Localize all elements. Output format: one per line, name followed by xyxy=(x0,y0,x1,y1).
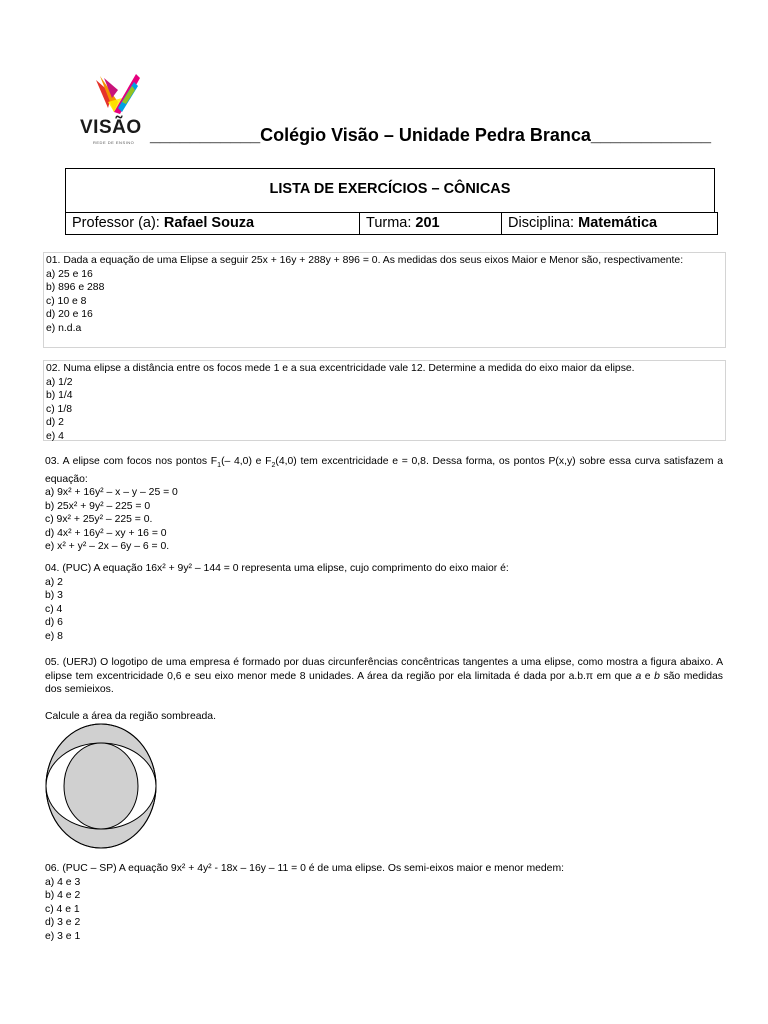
question-4-text: 04. (PUC) A equação 16x² + 9y² – 144 = 0 representa uma elipse, cujo comprimento do eixo maior é: xyxy=(45,563,509,574)
professor-label: Professor (a): xyxy=(72,215,160,231)
question-3-option-a: a) 9x² + 16y² – x – y – 25 = 0 xyxy=(45,487,178,499)
question-3-option-e: e) x² + y² – 2x – 6y – 6 = 0. xyxy=(45,541,170,553)
question-4-option-e: e) 8 xyxy=(45,630,63,642)
question-2-option-a: a) 1/2 xyxy=(46,376,73,388)
question-3: 03. A elipse com focos nos pontos $F_1(-$ 4,0) e $F_2(4,0)$ tem excentricidade e = 0,8. Dessa forma, os pontos P(x,y) sobre essa curva satisfazem a equação: a) 9x² + 16y² – x – y – 25 = 0 b) 25x² + 9y² – 225 = 0 c) 9x² + 25y² – 225 = 0. d) 4x² + 16y² – xy + 16 = 0 e) x² + y² – 2x – 6y – 6 = 0. xyxy=(45,456,723,553)
question-1-text: 01. Dada a equação de uma Elipse a seguir 25x + 16y + 288y + 896 = 0. As medidas dos seus eixos Maior e Menor são, respectivamente: xyxy=(46,255,684,266)
question-2-option-e: e) 4 xyxy=(46,430,64,442)
concentric-ellipse-figure xyxy=(44,722,158,855)
question-4-option-d: d) 6 xyxy=(45,617,63,628)
question-4-option-a: a) 2 xyxy=(45,576,63,588)
question-5-text-end: são medidas dos semieixos. xyxy=(45,670,723,695)
question-2-option-d: d) 2 xyxy=(46,417,64,428)
turma-label: Turma: xyxy=(366,215,412,231)
turma-cell xyxy=(360,213,502,234)
list-header-box xyxy=(65,168,715,213)
question-6-option-a: a) 4 e 3 xyxy=(45,876,81,888)
question-6-text: 06. (PUC – SP) A equação 9x² + 4y² - 18x – 16y – 11 = 0 é de uma elipse. Os semi-eixos maior e menor medem: xyxy=(45,863,565,874)
turma-value: 201 xyxy=(415,215,440,231)
professor-cell xyxy=(66,213,360,234)
question-1-option-b: b) 896 e 288 xyxy=(46,282,105,293)
question-3-option-b: b) 25x² + 9y² – 225 = 0 xyxy=(45,500,151,512)
question-4-option-b: b) 3 xyxy=(45,590,63,601)
professor-value: Rafael Souza xyxy=(163,215,255,231)
question-3-option-d: d) 4x² + 16y² – xy + 16 = 0 xyxy=(45,527,167,539)
question-6-option-e: e) 3 e 1 xyxy=(45,930,81,942)
question-5 xyxy=(45,656,723,697)
question-5-text-e: e xyxy=(641,670,655,682)
question-4 xyxy=(45,562,723,643)
question-2-text: 02. Numa elipse a distância entre os focos mede 1 e a sua excentricidade vale 12. Determine a medida do eixo maior da elipse. xyxy=(46,363,635,374)
disciplina-label: Disciplina: xyxy=(508,215,575,231)
question-3-text-b: (– 4,0) e F xyxy=(221,456,272,467)
question-6 xyxy=(45,862,723,943)
question-3-text-a: 03. A elipse com focos nos pontos F xyxy=(45,456,218,467)
question-2-option-b: b) 1/4 xyxy=(46,390,73,401)
question-3-text-c: (4,0) tem excentricidade e = 0,8. Dessa forma, os pontos P(x,y) sobre essa curva satisfazem a equação: xyxy=(45,456,723,485)
school-title: ___________Colégio Visão – Unidade Pedra Branca____________ xyxy=(150,125,712,145)
question-1-option-e: e) n.d.a xyxy=(46,322,82,334)
question-2 xyxy=(43,360,726,441)
logo-text: VISÃO xyxy=(80,117,142,138)
disciplina-value: Matemática xyxy=(578,215,658,231)
question-5-prompt: Calcule a área da região sombreada. xyxy=(45,711,216,722)
disciplina-cell xyxy=(502,213,717,234)
question-5-var-a: a xyxy=(635,670,642,682)
question-1-option-c: c) 10 e 8 xyxy=(46,295,87,307)
question-6-option-c: c) 4 e 1 xyxy=(45,903,80,915)
list-title: LISTA DE EXERCÍCIOS – CÔNICAS xyxy=(269,181,511,197)
logo-subtitle: REDE DE ENSINO xyxy=(93,140,135,145)
question-4-option-c: c) 4 xyxy=(45,603,63,615)
question-1-option-a: a) 25 e 16 xyxy=(46,268,93,280)
question-6-option-b: b) 4 e 2 xyxy=(45,890,81,901)
question-3-option-c: c) 9x² + 25y² – 225 = 0. xyxy=(45,514,153,526)
question-1 xyxy=(43,252,726,348)
question-5-text: 05. (UERJ) O logotipo de uma empresa é formado por duas circunferências concêntricas tangentes a uma elipse, como mostra a figura abaixo. A elipse tem excentricidade 0,6 e seu eixo menor mede 8 unidades. A área da região por ela limitada é dada por a.b.π em que xyxy=(45,657,723,682)
question-2-option-c: c) 1/8 xyxy=(46,403,72,415)
question-5-var-b: b xyxy=(654,670,660,682)
info-row xyxy=(65,212,718,235)
question-6-option-d: d) 3 e 2 xyxy=(45,917,81,928)
question-1-option-d: d) 20 e 16 xyxy=(46,309,93,320)
